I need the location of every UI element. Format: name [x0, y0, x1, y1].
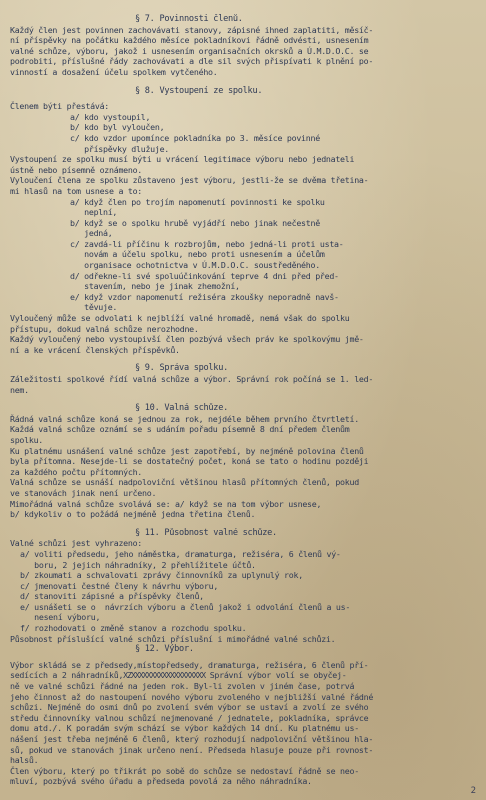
text-line: halsů. — [10, 755, 39, 766]
text-line: valné schůze, výboru, jakož i usnesením organisačních okrsků a Ú.M.D.O.C. se — [10, 45, 369, 56]
list-item: a/ kdo vystoupil, — [70, 111, 151, 122]
list-item: b/ zkoumati a schvalovati zprávy činnovníků za uplynulý rok, — [20, 570, 303, 581]
text-line: Řádná valná schůze koná se jednou za rok, nejdéle během prvního čtvrtletí. — [10, 413, 359, 424]
text-line: Valná schůze se usnáší nadpoloviční většinou hlasů přítomných členů, pokud — [10, 477, 359, 488]
text-line: ní a ke vrácení členských příspěvků. — [10, 344, 180, 355]
list-item: novám a účelu spolku, nebo proti usnesením a účelům — [70, 249, 325, 260]
text-line: byla přítomna. Nesejde-li se dostatečný počet, koná se tato o hodinu později — [10, 456, 369, 467]
text-line: spolku. — [10, 434, 44, 445]
section-7-body — [10, 25, 476, 78]
text-line: Každý vyloučený nebo vystoupivší člen pozbývá všech práv ke spolkovýmu jmě- — [10, 334, 364, 345]
text-line: mi hlasů na tom usnese a to: — [10, 185, 143, 196]
text-line: schůzi. Nejméně do osmi dnů po zvolení svém výbor se ustaví a zvolí ze svého — [10, 702, 369, 713]
text-line: mluví, pozbývá svého úřadu a předseda povolá za něho náhradníka. — [10, 776, 312, 787]
spacer — [10, 520, 476, 528]
section-11-intro: Valné schůzi jest vyhrazeno: — [10, 538, 143, 549]
text-line: nášení jest třeba nejméně 6 členů, který rozhodují nadpoloviční většinou hla- — [10, 734, 374, 744]
text-line: nem. — [10, 384, 29, 395]
list-item: f/ rozhodovati o změně stanov a rozchodu spolku. — [20, 623, 247, 634]
text-line: Každá valná schůze oznámí se s udáním pořadu písemně 8 dní předem členům — [10, 424, 350, 435]
text-line: Vyloučený může se odvolati k nejblíží valné hromadě, nemá však do spolku — [10, 313, 350, 324]
text-line: Každý člen jest povinnen zachovávati stanovy, zápisné ihned zaplatiti, měsíč- — [10, 24, 374, 35]
section-8-intro: Členem býti přestává: — [10, 101, 110, 112]
text-fragment: sedících a 2 náhradníků, — [10, 670, 124, 681]
text-line: vinností a dosažení účelu spolkem vytčeného. — [10, 66, 218, 77]
section-8-title: § 8. Vystoupení ze spolku. — [135, 85, 263, 96]
list-item: neplní, — [70, 207, 118, 218]
list-item: d/ odřekne-li své spoluúčinkování teprve 4 dni před před- — [70, 270, 339, 281]
list-item: c/ kdo vzdor upomínce pokladníka po 3. měsíce povinné — [70, 132, 320, 143]
list-item: nesení výboru, — [20, 612, 101, 623]
text-line: jeho činnost až do nastoupení nového výboru zvoleného v nejbližší valné řádné — [10, 691, 374, 702]
list-item: e/ když vzdor napomenutí režiséra zkoušky neporadně navš- — [70, 291, 339, 302]
text-line: Výbor skládá se z předsedy,místopředsedy, dramaturga, režiséra, 6 členů pří- — [10, 659, 369, 670]
text-line: za každého počtu přítomných. — [10, 466, 143, 477]
spacer — [10, 355, 476, 363]
list-item: jedná, — [70, 228, 113, 239]
list-item: b/ kdo byl vyloučen, — [70, 122, 165, 133]
list-item: příspěvky dlužuje. — [70, 143, 170, 154]
section-10-title: § 10. Valná schůze. — [135, 403, 228, 414]
text-line: přístupu, dokud valná schůze nerozhodne. — [10, 323, 199, 334]
spacer — [10, 395, 476, 403]
list-item: c/ zavdá-li příčinu k rozbrojům, nebo jedná-li proti usta- — [70, 238, 344, 249]
text-line: ní příspěvky na počátku každého měsíce pokladníkovi řádně odvésti, usnesením — [10, 35, 369, 46]
list-item: boru, 2 jejich náhradníky, 2 přehlížitele účtů. — [20, 559, 256, 570]
text-line: ústně nebo písemně oznámeno. — [10, 164, 143, 175]
text-line: Člen výboru, který po třikrát po sobě do schůze se nedostaví řádně se neo- — [10, 765, 359, 776]
spacer — [10, 78, 476, 86]
list-item: a/ když člen po trojím napomenutí povinnosti ke spolku — [70, 196, 325, 207]
text-line: b/ kdykoliv o to požádá nejméně jedna třetina členů. — [10, 509, 256, 520]
text-fragment: Správní výbor volí se obyčej- — [204, 670, 347, 681]
text-line: středu činnovníky valnou schůzí nejmenované / jednatele, pokladníka, správce — [10, 712, 369, 723]
list-item: e/ usnášeti se o návrzích výboru a členů jakož i odvolání členů a us- — [20, 601, 351, 612]
text-line-struck — [10, 670, 476, 681]
text-line: Mimořádná valná schůze svolává se: a/ když se na tom výbor usnese, — [10, 498, 322, 509]
list-item: organisace ochotnictva v Ú.M.D.O.C. soustředěného. — [70, 260, 320, 271]
text-line: Vystoupení ze spolku musí býti u vrácení legitimace výboru nebo jednateli — [10, 154, 355, 165]
text-line: Ku platnému usnášení valné schůze jest zapotřebí, by nejméně polovina členů — [10, 445, 364, 456]
text-line: ve stanovách jinak není určeno. — [10, 487, 157, 498]
section-11-title: § 11. Působnost valné schůze. — [135, 527, 277, 538]
section-12-title: § 12. Výbor. — [135, 644, 194, 655]
text-line: domu atd./. K poradám svým schází se výbor každých 14 dní. Ku platnému us- — [10, 723, 359, 734]
section-7-title: § 7. Povinnosti členů. — [135, 14, 243, 24]
text-line: Vyloučení člena ze spolku zůstaveno jest výboru, jestli-že se dvěma třetina- — [10, 175, 369, 186]
list-item: d/ stanoviti zápisné a příspěvky členů, — [20, 591, 204, 602]
text-line: sů, pokud ve stanovách jinak určeno není. Předseda hlasuje pouze při rovnost- — [10, 744, 374, 755]
text-line: ně ve valné schůzi řádné na jeden rok. Byl-li zvolen v jiném čase, potrvá — [10, 681, 355, 692]
section-9-title: § 9. Správa spolku. — [135, 363, 228, 374]
list-item: b/ když se o spolku hrubě vyjádří nebo jinak nečestně — [70, 217, 320, 228]
list-item: c/ jmenovati čestné členy k návrhu výboru, — [20, 580, 219, 591]
list-item: a/ voliti předsedu, jeho náměstka, dramaturga, režiséra, 6 členů vý- — [20, 548, 341, 559]
list-item: těvuje. — [70, 302, 118, 313]
text-line: Záležitosti spolkové řídí valná schůze a výbor. Správní rok počíná se 1. led- — [10, 374, 374, 384]
text-line: Působnost příslušící valné schůzi příslušní i mimořádné valné schůzi. — [10, 633, 336, 644]
page-number: 2 — [470, 786, 476, 796]
text-line: podrobiti, příslušné řády zachovávati a dle sil svých přispívati k plnění po- — [10, 56, 374, 67]
list-item: stavením, nebo je jinak zhemožní, — [70, 281, 240, 292]
struck-out-text: XZXXXXXXXXXXXXXXXXXXX — [123, 670, 205, 681]
